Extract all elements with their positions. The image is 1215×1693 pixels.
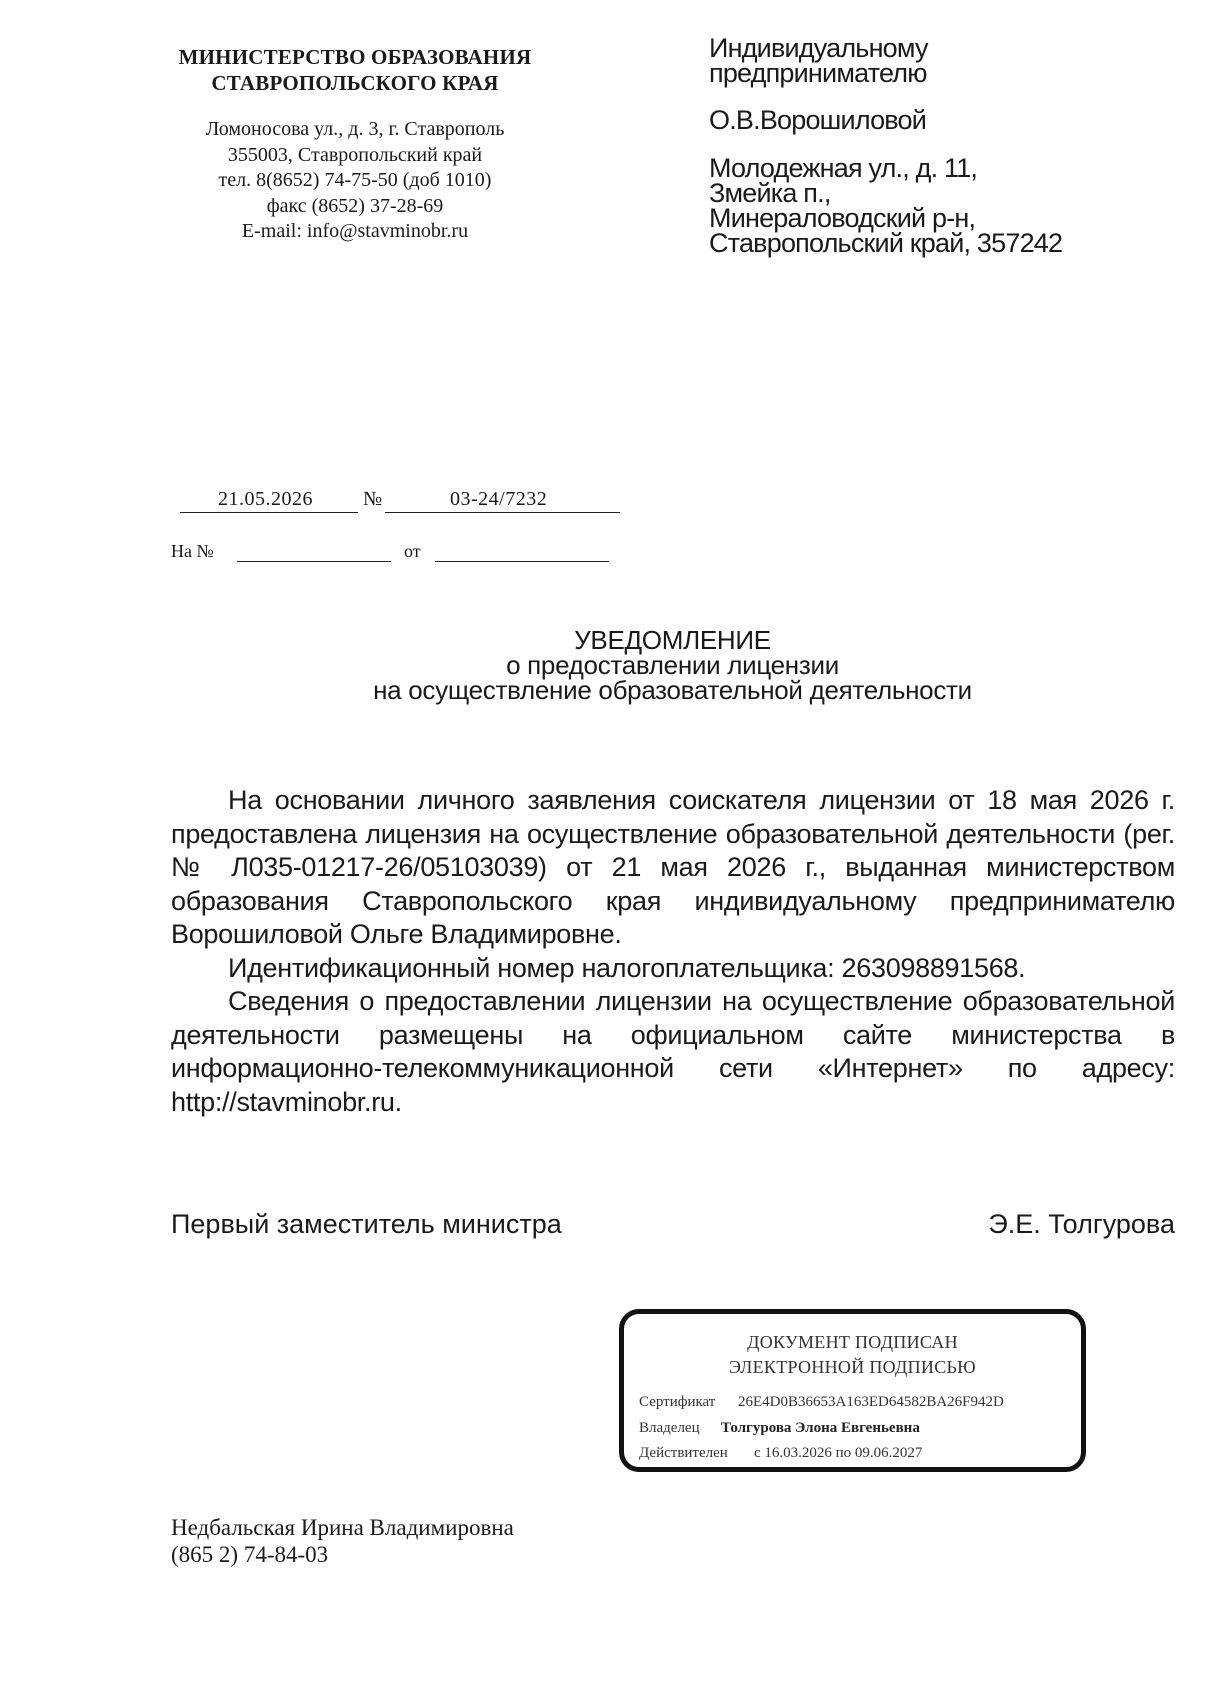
recipient-address-line3: Минераловодский р-н, — [709, 203, 976, 233]
stamp-validity-row — [639, 1445, 923, 1462]
date-underline — [180, 512, 358, 513]
stamp-certificate-row — [639, 1394, 1004, 1411]
owner-label: Владелец — [639, 1420, 700, 1436]
recipient-block — [709, 33, 1169, 258]
ministry-name-line1: МИНИСТЕРСТВО ОБРАЗОВАНИЯ — [178, 45, 532, 69]
outgoing-date: 21.05.2026 — [218, 488, 313, 510]
reply-date-underline — [435, 561, 609, 562]
body-paragraph-2: Идентификационный номер налогоплательщика: 263098891568. — [228, 952, 1026, 983]
signatory-name: Э.Е. Толгурова — [988, 1209, 1175, 1239]
owner-value: Толгурова Элона Евгеньевна — [721, 1420, 920, 1436]
body-paragraph-1: На основании личного заявления соискателя лицензии от 18 мая 2026 г. предоставлена лицензия на осуществление образовательной деятельности (рег. № Л035-01217-26/05103039) от 21 мая 2026 г., выданная министерством образования Ставропольского края индивидуальному предпринимателю Ворошиловой Ольге Владимировне. — [171, 785, 1175, 949]
ministry-email: E-mail: info@stavminobr.ru — [241, 220, 469, 242]
title-line1: УВЕДОМЛЕНИЕ — [574, 625, 771, 655]
recipient-line1: Индивидуальному — [709, 33, 928, 63]
stamp-header-line2: ЭЛЕКТРОННОЙ ПОДПИСЬЮ — [729, 1357, 976, 1377]
recipient-address-line4: Ставропольский край, 357242 — [709, 228, 1063, 258]
certificate-value: 26E4D0B36653A163ED64582BA26F942D — [738, 1394, 1004, 1410]
reply-date-label: от — [404, 541, 421, 561]
ministry-header — [155, 44, 555, 245]
reply-number-underline — [237, 561, 391, 562]
executor-phone: (865 2) 74-84-03 — [171, 1542, 329, 1567]
ministry-postal: 355003, Ставропольский край — [227, 143, 483, 166]
recipient-line2: предпринимателю — [709, 58, 927, 88]
number-sign: № — [363, 488, 383, 510]
executor-block — [171, 1514, 514, 1568]
ministry-address: Ломоносова ул., д. 3, г. Ставрополь — [205, 118, 505, 140]
recipient-address-line2: Змейка п., — [709, 178, 831, 208]
document-title — [170, 625, 1175, 705]
recipient-address-line1: Молодежная ул., д. 11, — [709, 153, 978, 183]
ministry-name — [155, 44, 555, 96]
number-underline — [385, 512, 620, 513]
validity-label: Действителен — [639, 1445, 728, 1461]
outgoing-number: 03-24/7232 — [450, 488, 548, 510]
signatory-position: Первый заместитель министра — [171, 1209, 562, 1239]
ministry-phone: тел. 8(8652) 74-75-50 (доб 1010) — [218, 169, 492, 191]
stamp-header-line1: ДОКУМЕНТ ПОДПИСАН — [747, 1332, 958, 1352]
title-line2: о предоставлении лицензии — [506, 650, 839, 680]
executor-name: Недбальская Ирина Владимировна — [171, 1515, 514, 1540]
title-line3: на осуществление образовательной деятельности — [373, 675, 972, 705]
outgoing-reference — [180, 488, 620, 516]
certificate-label: Сертификат — [639, 1394, 716, 1410]
validity-value: с 16.03.2026 по 09.06.2027 — [754, 1445, 923, 1461]
reply-reference — [171, 541, 621, 565]
ministry-contacts — [155, 117, 555, 245]
reply-number-label: На № — [171, 541, 214, 561]
ministry-name-line2: СТАВРОПОЛЬСКОГО КРАЯ — [211, 71, 499, 95]
signature-row — [171, 1207, 1175, 1241]
recipient-name: О.В.Ворошиловой — [709, 105, 927, 135]
stamp-header — [624, 1330, 1081, 1380]
stamp-owner-row — [639, 1420, 920, 1437]
e-signature-stamp — [619, 1309, 1086, 1472]
ministry-fax: факс (8652) 37-28-69 — [266, 194, 444, 217]
body-paragraph-3: Сведения о предоставлении лицензии на осуществление образовательной деятельности размещены на официальном сайте министерства в информационно-телекоммуникационной сети «Интернет» по адресу: http://stavminobr.ru. — [171, 986, 1175, 1117]
document-body — [171, 784, 1175, 1119]
